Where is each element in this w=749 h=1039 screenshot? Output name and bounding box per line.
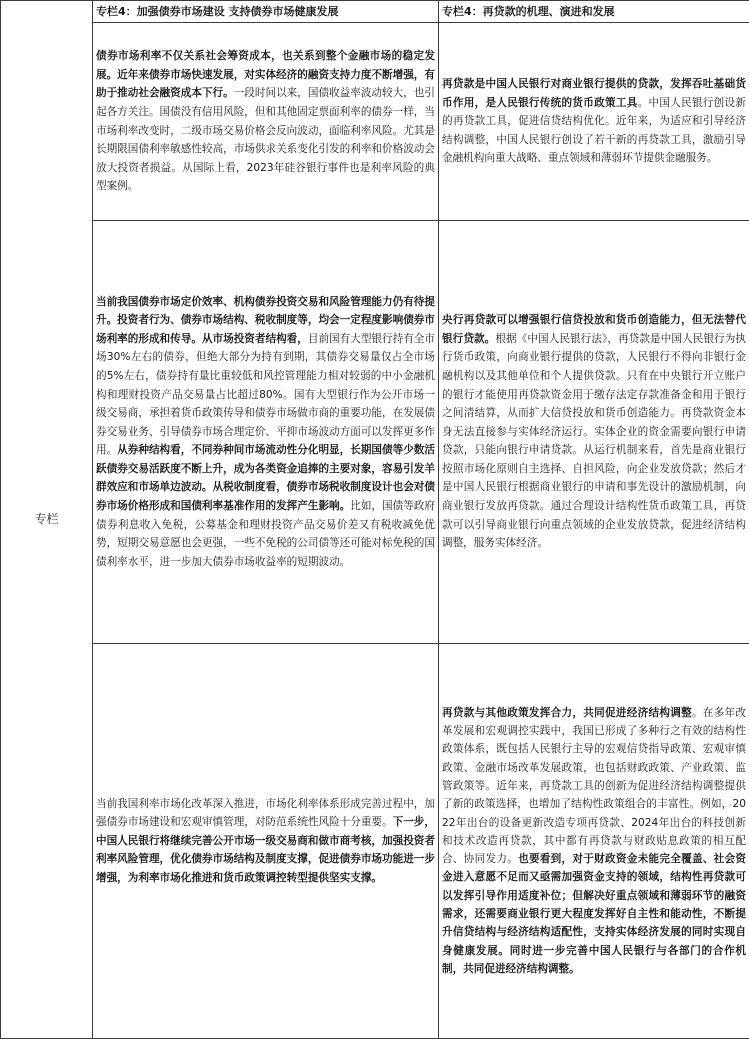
left-p3-run: 下一步，中国人民银行将继续完善公开市场一级交易商和做市商考核，加强投资者利率风险管理，优化债券市场结构及制度支撑，促进债券市场功能进一步增强，为利率市场化推进和货币政策调控转型提供坚实支撑。 <box>96 816 435 884</box>
left-p1-run: 一段时间以来，国债收益率波动较大，也引起各方关注。国债没有信用风险，但和其他固定票面利率的债券一样，当市场利率改变时，二级市场交易价格会反向波动，面临利率风险。尤其是长期限国债利率敏感性较高，市场供求关系变化引发的利率和价格波动会放大投资者损益。从国际上看，2023年硅谷银行事件也是利率风险的典型案例。 <box>96 87 435 192</box>
row-label: 专栏 <box>1 1 93 1039</box>
right-p3-run: 也要看到，对于财政资金未能完全覆盖、社会资金进入意愿不足而又亟需加强资金支持的领域，结构性再贷款可以发挥引导作用适度补位；但解决好重点领域和薄弱环节的融资需求，还需要商业银行更大程度发挥好自主性和能动性，不断提升信贷结构与经济结构适配性，支持实体经济发展的同时实现自身健康发展。同时进一步完善中国人民银行与各部门的合作机制，共同促进经济结构调整。 <box>442 853 746 975</box>
right-paragraph-3 <box>439 644 749 1039</box>
left-p2-run: 当前我国债券市场定价效率、机构债券投资交易和风险管理能力仍有待提升。投资者行为、债券市场结构、税收制度等，均会一定程度影响债券市场利率的形成和传导。从市场投资者结构看， <box>96 296 435 345</box>
right-p3-run: 再贷款与其他政策发挥合力，共同促进经济结构调整 <box>442 707 692 719</box>
left-p3-run: 当前我国利率市场化改革深入推进，市场化利率体系形成完善过程中，加强债券市场建设和宏观审慎管理，对防范系统性风险十分重要。 <box>96 798 435 829</box>
left-p2-run: 目前国有大型银行持有全市场30%左右的债券，但绝大部分为持有到期，其债券交易量仅占全市场的5%左右，债券持有量比重较低和风控管理能力相对较弱的中小金融机构和理财投资产品交易量占比超过80%。国有大型银行作为公开市场一级交易商，承担着货币政策传导和债券市场做市商的重要功能，在发展债券交易业务、引导债券市场合理定价、平抑市场波动方面可以发挥更多作用。 <box>96 333 435 457</box>
right-p1-run: 再贷款是中国人民银行对商业银行提供的贷款，发挥吞吐基础货币作用，是人民银行传统的货币政策工具 <box>442 78 746 109</box>
right-p3-run: 。在多年改革发展和宏观调控实践中，我国已形成了多种行之有效的结构性政策体系，既包括人民银行主导的宏观信贷指导政策、宏观审慎政策、金融市场改革发展政策，也包括财政政策、产业政策、监管政策等。近年来，再贷款工具的创新为促进经济结构调整提供了新的政策选择，也增加了结构性政策组合的丰富性。例如，2022年出台的设备更新改造专项再贷款、2024年出台的科技创新和技术改造再贷款，其中都有再贷款与财政贴息政策的相互配合、协同发力。 <box>442 707 746 865</box>
left-paragraph-1 <box>93 23 439 221</box>
right-paragraph-1 <box>439 23 749 221</box>
right-p2-run: 根据《中国人民银行法》，再贷款是中国人民银行为执行货币政策，向商业银行提供的贷款，人民银行不得向非银行金融机构以及其他单位和个人提供贷款。只有在中央银行开立账户的银行才能使用再贷款资金用于缴存法定存款准备金和用于银行之间清结算，从而扩大信贷投放和货币创造能力。再贷款资金本身无法直接参与实体经济运行。实体企业的资金需要向银行申请贷款，只能向银行申请贷款。从运行机制来看，首先是商业银行按照市场化原则自主选择、自担风险，向企业发放贷款；然后才是中国人民银行根据商业银行的申请和事先设计的激励机制，向商业银行发放再贷款。通过合理设计结构性货币政策工具，再贷款可以引导商业银行向重点领域的企业发放贷款，促进经济结构调整，服务实体经济。 <box>442 333 746 550</box>
left-column-title: 专栏4：加强债券市场建设 支持债券市场健康发展 <box>93 1 439 23</box>
right-paragraph-2 <box>439 221 749 644</box>
right-column-title: 专栏4：再贷款的机理、演进和发展 <box>439 1 749 23</box>
left-p2-run: 从券种结构看，不同券种间市场流动性分化明显，长期国债等少数活跃债券交易活跃度不断上升，成为各类资金追捧的主要对象，容易引发羊群效应和市场单边波动。从税收制度看，债券市场税收制度设计也会对债券市场价格形成和国债利率基准作用的发挥产生影响。 <box>96 444 435 512</box>
left-paragraph-3 <box>93 644 439 1039</box>
left-paragraph-2 <box>93 221 439 644</box>
left-p1-run: 债券市场利率不仅关系社会筹资成本，也关系到整个金融市场的稳定发展。近年来债券市场快速发展，对实体经济的融资支持力度不断增强，有助于推动社会融资成本下行。 <box>96 50 435 99</box>
right-p1-run: 。中国人民银行创设新的再贷款工具，促进信贷结构优化。近年来，为适应和引导经济结构调整，中国人民银行创设了若干新的再贷款工具，激励引导金融机构向重大战略、重点领域和薄弱环节提供金融服务。 <box>442 97 746 165</box>
right-p2-run: 央行再贷款可以增强银行信贷投放和货币创造能力，但无法替代银行贷款。 <box>442 314 746 345</box>
left-p2-run: 比如，国债等政府债券利息收入免税，公募基金和理财投资产品交易价差又有税收减免优势，短期交易意愿也会更强，一些不免税的公司债等还可能对标免税的国债利率水平，进一步加大债券市场收益率的短期波动。 <box>96 500 435 568</box>
